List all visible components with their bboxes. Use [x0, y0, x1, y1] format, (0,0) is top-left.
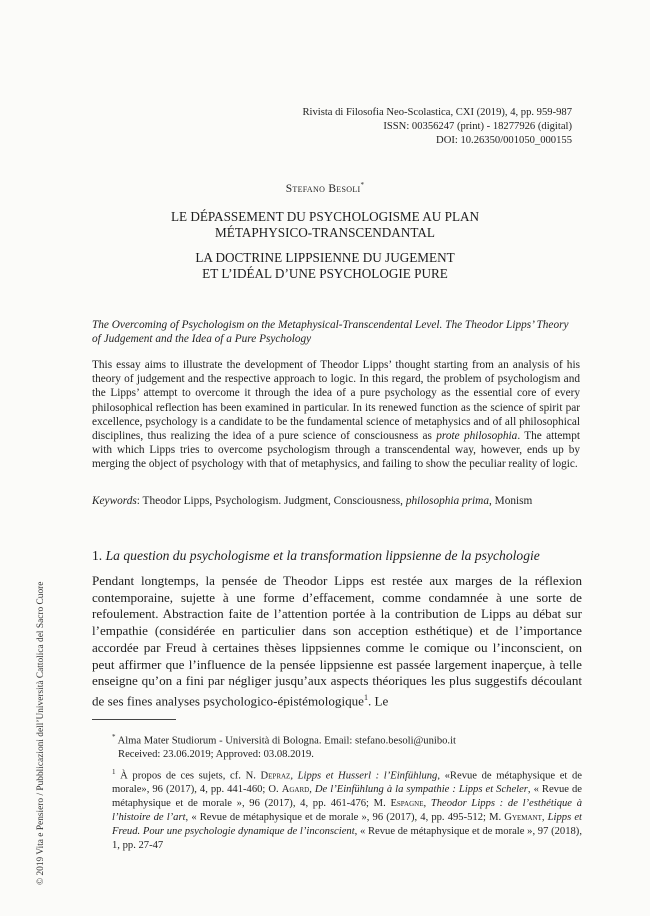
- footnote-divider: [92, 719, 176, 720]
- section-number: 1.: [92, 548, 106, 563]
- journal-doi: DOI: 10.26350/001050_000155: [436, 135, 572, 146]
- body-footnote-mark: 1: [364, 692, 368, 702]
- article-subtitle-line2: ET L’IDÉAL D’UNE PSYCHOLOGIE PURE: [202, 266, 448, 281]
- author-name-text: Stefano Besoli: [285, 182, 361, 195]
- keywords-part1: : Theodor Lipps, Psychologism. Judgment, Consciousness,: [136, 495, 406, 507]
- english-title: The Overcoming of Psychologism on the Metaphysical-Transcendental Level. The Theodor Lipps’ Theory of Judgement and the Idea of a Pure Psychology: [92, 319, 569, 346]
- body-paragraph: [92, 573, 582, 710]
- fn1-text-g: , « Revue de métaphysique et de morale », 96 (2017), 4, pp. 495-512; M.: [185, 811, 505, 823]
- fn1-text-e: , « Revue de métaphysique et de morale », 96 (2017), 4, pp. 461-476; M.: [112, 784, 582, 810]
- copyright-notice: © 2019 Vita e Pensiero / Pubblicazioni dell’Università Cattolica del Sacro Cuore: [36, 581, 46, 885]
- fn1-title-espagne: , Theodor Lipps : de l’esthétique à l’histoire de l’art: [112, 798, 582, 823]
- footnote-affiliation: [112, 731, 582, 762]
- fn1-title-agard: , De l’Einfühlung à la sympathie : Lipps et Scheler: [309, 784, 528, 796]
- fn1-author-gyemant: Gyemant: [504, 811, 542, 823]
- keywords-label: Keywords: [92, 495, 137, 507]
- article-subtitle-line1: LA DOCTRINE LIPPSIENNE DU JUGEMENT: [195, 250, 455, 265]
- fn1-title-depraz: , Lipps et Husserl : l’Einfühlung: [290, 770, 438, 782]
- section-title: La question du psychologisme et la transformation lippsienne de la psychologie: [105, 548, 540, 563]
- journal-issn: ISSN: 00356247 (print) - 18277926 (digital): [383, 121, 572, 132]
- footnote-1: [112, 766, 582, 852]
- article-title: [0, 209, 650, 241]
- article-title-line1: LE DÉPASSEMENT DU PSYCHOLOGISME AU PLAN: [170, 209, 480, 224]
- journal-header: [302, 106, 572, 148]
- fn1-text-a: À propos de ces sujets, cf. N.: [115, 770, 261, 782]
- keywords-italic: philosophia prima: [405, 495, 489, 507]
- received-dates: Received: 23.06.2019; Approved: 03.08.2019.: [118, 749, 314, 761]
- section-heading: [92, 548, 592, 564]
- abstract-italic: prote philosophia: [436, 430, 518, 443]
- abstract: [92, 358, 580, 472]
- journal-citation: Rivista di Filosofia Neo-Scolastica, CXI (2019), 4, pp. 959-987: [302, 107, 572, 118]
- abstract-part1: This essay aims to illustrate the development of Theodor Lipps’ thought starting from an analysis of his theory of judgement and the respective approach to logic. In this regard, the problem of psychologism and the Lipps’ attempt to overcome it through the idea of a pure psychology as the essential core of every philosophical reflection has been examined in particular. In its renewed function as the science of spirit par excellence, psychology is a candidate to be the fundamental science of metaphysics and of all philosophical disciplines, thus realizing the idea of a pure science of consciousness as: [92, 359, 580, 443]
- affiliation-mark: *: [112, 733, 116, 741]
- fn1-title-gyemant: , Lipps et Freud. Pour une psychologie dynamique de l’inconscient: [112, 811, 582, 837]
- article-subtitle: [0, 250, 650, 282]
- author-name: [0, 181, 650, 195]
- fn1-author-agard: Agard: [281, 784, 310, 796]
- author-footnote-mark: *: [360, 181, 365, 189]
- keywords-part2: , Monism: [489, 495, 533, 507]
- keywords: [92, 494, 580, 508]
- fn1-text-i: , « Revue de métaphysique et de morale », 97 (2018), 1, pp. 27-47: [112, 825, 582, 851]
- fn1-mark: 1: [112, 768, 116, 776]
- affiliation-text: Alma Mater Studiorum - Università di Bologna. Email: stefano.besoli@unibo.it: [115, 735, 456, 747]
- body-tail: . Le: [368, 693, 389, 709]
- article-title-line2: MÉTAPHYSICO-TRANSCENDANTAL: [215, 225, 435, 240]
- fn1-text-c: , «Revue de métaphysique et de morale», 96 (2017), 4, pp. 441-460; O.: [112, 770, 582, 796]
- fn1-author-depraz: Depraz: [260, 770, 291, 782]
- fn1-author-espagne: Espagne: [390, 798, 424, 810]
- abstract-part2: . The attempt with which Lipps tries to overcome psychologism through a transcendental way, however, ends up by merging the object of psychology with that of metaphysics, and failing to show the peculiar reality of logic.: [92, 430, 580, 471]
- body-text: Pendant longtemps, la pensée de Theodor Lipps est restée aux marges de la réflexion contemporaine, sujette à une forme d’effacement, comme condamnée à une sorte de refoulement. Abstraction faite de l’attention portée à la contribution de Lipps au débat sur l’empathie (considérée en particulier dans son acception esthétique) et de l’importance accordée par Freud à certaines thèses lippsiennes comme le comique ou l’inconscient, on peut affirmer que l’influence de la pensée lippsienne est passée largement inaperçue, à telle enseigne qu’on a fini par négliger jusqu’aux aspects théoriques les plus suggestifs découlant de ses fines analyses psychologico-épistémologique: [92, 573, 582, 709]
